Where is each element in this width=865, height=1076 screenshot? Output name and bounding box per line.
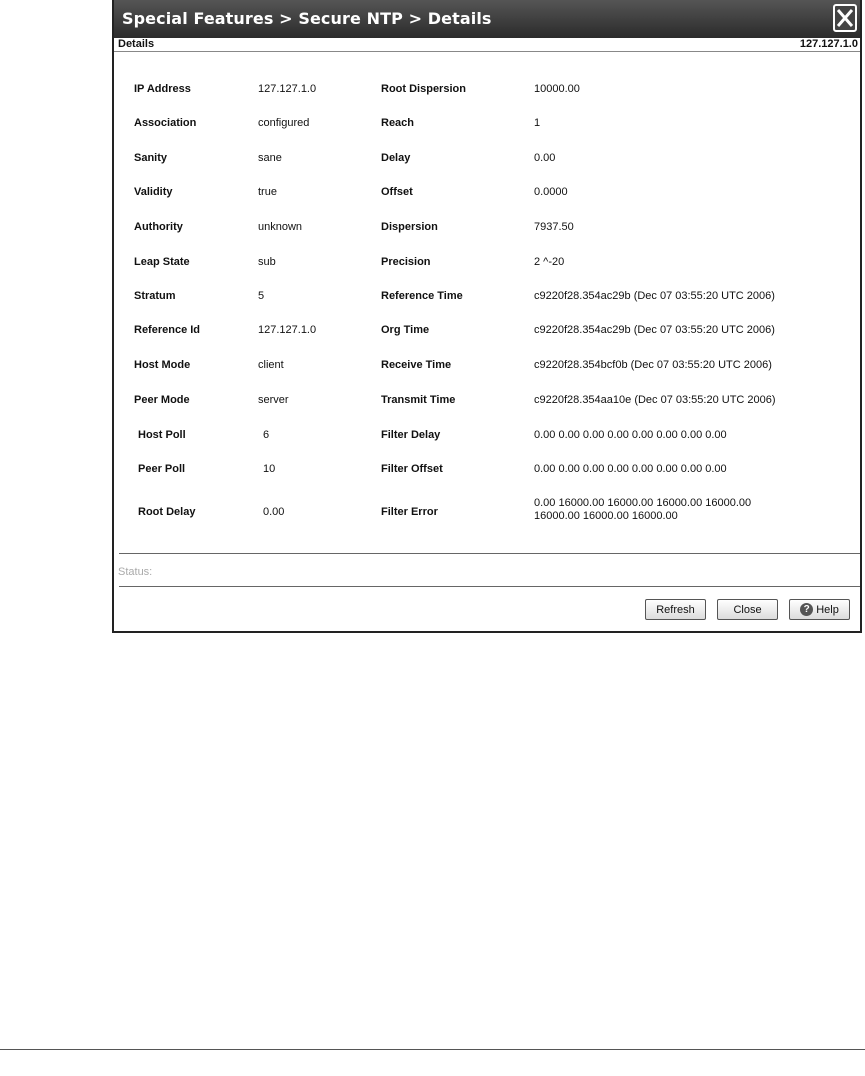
field-value: 2 ^-20 [534, 256, 565, 268]
details-ip: 127.127.1.0 [799, 38, 858, 50]
field-value: 7937.50 [534, 221, 574, 233]
detail-row [114, 290, 860, 304]
field-value: sane [258, 152, 282, 164]
detail-row [114, 463, 860, 477]
detail-row [114, 221, 860, 235]
field-label: Transmit Time [381, 394, 456, 406]
field-value: c9220f28.354ac29b (Dec 07 03:55:20 UTC 2006) [534, 324, 775, 336]
detail-row [114, 186, 860, 200]
detail-row [114, 359, 860, 373]
help-button[interactable] [789, 599, 850, 620]
details-header [114, 38, 860, 52]
field-label: Association [134, 117, 197, 129]
field-label: Stratum [134, 290, 176, 302]
field-label: Leap State [134, 256, 190, 268]
detail-row [114, 152, 860, 166]
field-value: 10 [263, 463, 276, 475]
field-label: Org Time [381, 324, 430, 336]
field-value: c9220f28.354ac29b (Dec 07 03:55:20 UTC 2006) [534, 290, 775, 302]
field-value: server [258, 394, 289, 406]
field-value: unknown [258, 221, 303, 233]
field-label: Delay [381, 152, 411, 164]
field-label: Reach [381, 117, 415, 129]
detail-row [114, 117, 860, 131]
details-label: Details [118, 38, 155, 50]
status-label: Status: [118, 566, 153, 578]
close-button[interactable]: Close [717, 599, 778, 620]
field-value: 0.00 0.00 0.00 0.00 0.00 0.00 0.00 0.00 [534, 463, 727, 475]
field-value: 127.127.1.0 [258, 83, 317, 95]
field-label: Receive Time [381, 359, 452, 371]
field-label: Filter Offset [381, 463, 443, 475]
field-value: 6 [263, 429, 270, 441]
field-label: Root Dispersion [381, 83, 466, 95]
field-value: c9220f28.354aa10e (Dec 07 03:55:20 UTC 2006) [534, 394, 776, 406]
field-value: configured [258, 117, 310, 129]
detail-row [114, 256, 860, 270]
field-label: IP Address [134, 83, 191, 95]
divider [119, 553, 860, 554]
detail-row [114, 324, 860, 338]
refresh-button[interactable]: Refresh [645, 599, 706, 620]
field-value: true [258, 186, 277, 198]
field-value: 5 [258, 290, 265, 302]
detail-row [114, 429, 860, 443]
detail-row [114, 394, 860, 408]
field-label: Filter Error [381, 506, 438, 518]
field-label: Filter Delay [381, 429, 441, 441]
detail-row [114, 83, 860, 97]
divider [119, 586, 860, 587]
field-label: Peer Mode [134, 394, 190, 406]
help-button-label: Help [816, 604, 839, 616]
field-label: Root Delay [138, 506, 196, 518]
field-label: Host Poll [138, 429, 186, 441]
field-value: sub [258, 256, 276, 268]
field-value: 1 [534, 117, 541, 129]
field-label: Precision [381, 256, 431, 268]
field-label: Reference Time [381, 290, 463, 302]
field-value: 0.00 16000.00 16000.00 16000.00 16000.00 16000.00 16000.00 16000.00 [534, 497, 752, 522]
title-bar [114, 0, 860, 38]
field-label: Offset [381, 186, 413, 198]
field-value: 0.00 [263, 506, 285, 518]
field-label: Reference Id [134, 324, 201, 336]
field-value: 0.00 [534, 152, 556, 164]
field-value: 0.0000 [534, 186, 568, 198]
field-value: client [258, 359, 284, 371]
field-value: 0.00 0.00 0.00 0.00 0.00 0.00 0.00 0.00 [534, 429, 727, 441]
field-value: 127.127.1.0 [258, 324, 317, 336]
field-label: Sanity [134, 152, 168, 164]
help-icon: ? [800, 603, 813, 616]
field-label: Validity [134, 186, 173, 198]
field-label: Authority [134, 221, 183, 233]
field-label: Host Mode [134, 359, 191, 371]
window-title: Special Features > Secure NTP > Details [122, 9, 492, 28]
close-icon[interactable] [833, 4, 857, 32]
ntp-details-dialog [112, 0, 862, 633]
field-value: 10000.00 [534, 83, 580, 95]
page-footer-rule [0, 1049, 865, 1050]
field-value: c9220f28.354bcf0b (Dec 07 03:55:20 UTC 2006) [534, 359, 772, 371]
field-label: Dispersion [381, 221, 438, 233]
field-label: Peer Poll [138, 463, 186, 475]
